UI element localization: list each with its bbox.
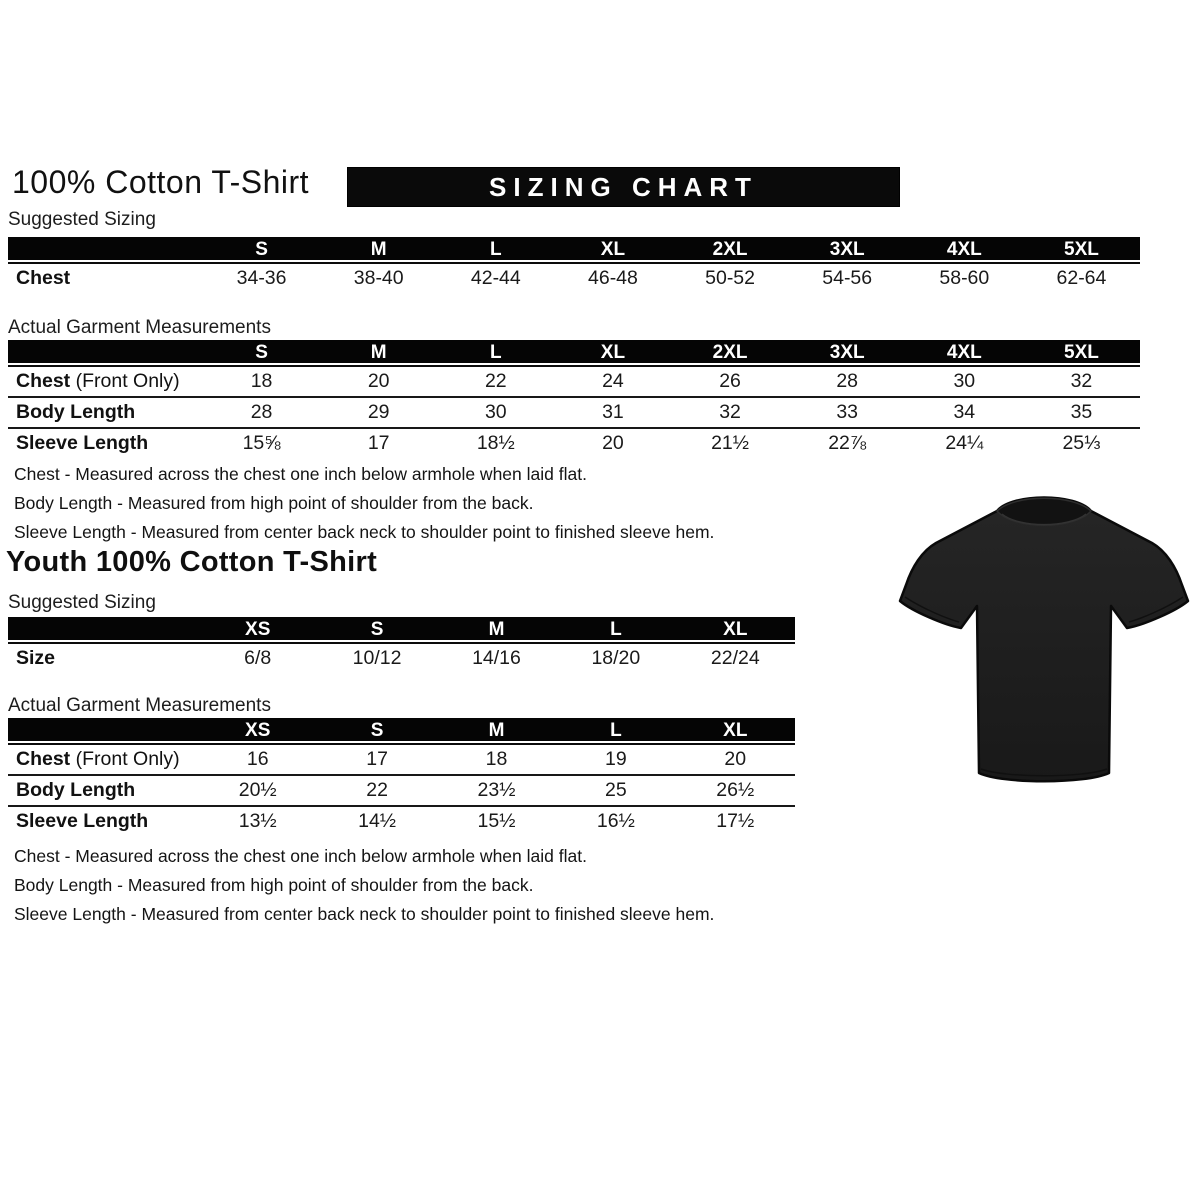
youth-measurement-notes [14, 842, 714, 929]
cell: 18 [250, 370, 273, 392]
header-row [8, 718, 795, 744]
table-row [8, 428, 1140, 458]
row-label: Body Length [16, 401, 136, 423]
cell: 22/24 [710, 647, 760, 669]
cell: 15⅝ [242, 432, 281, 454]
note-chest: Chest - Measured across the chest one inch below armhole when laid flat. [14, 846, 587, 866]
column-header: M [437, 617, 556, 643]
cell: 14½ [358, 810, 397, 832]
tshirt-body [900, 498, 1188, 782]
table-row [8, 263, 1140, 293]
cell: 20 [724, 748, 747, 770]
table-row [8, 744, 795, 775]
note-sleeve-length: Sleeve Length - Measured from center back neck to shoulder point to finished sleeve hem. [14, 904, 715, 924]
cell: 24 [602, 370, 624, 392]
cell: 17 [366, 748, 388, 770]
page-title: 100% Cotton T-Shirt [12, 164, 310, 200]
cell: 18 [485, 748, 508, 770]
cell: 29 [367, 401, 390, 423]
column-header: XS [198, 617, 317, 643]
empty-header-cell [8, 718, 198, 744]
cell: 46-48 [588, 267, 638, 289]
cell: 20 [367, 370, 390, 392]
table-row [8, 806, 795, 836]
cell: 21½ [711, 432, 750, 454]
youth-suggested-sizing-table [8, 617, 795, 673]
column-header: L [437, 340, 554, 366]
column-header: 2XL [672, 340, 789, 366]
column-header: L [556, 617, 675, 643]
youth-suggested-sizing-label: Suggested Sizing [8, 592, 156, 613]
cell: 20 [602, 432, 624, 454]
header-row [8, 340, 1140, 366]
cell: 28 [250, 401, 273, 423]
cell: 26 [719, 370, 741, 392]
column-header: S [317, 617, 436, 643]
empty-header-cell [8, 617, 198, 643]
row-label: Sleeve Length [16, 810, 149, 832]
cell: 14/16 [472, 647, 521, 669]
empty-header-cell [8, 340, 203, 366]
youth-actual-measurements-table [8, 718, 795, 836]
cell: 32 [719, 401, 741, 423]
cell: 18/20 [591, 647, 641, 669]
cell: 25⅓ [1062, 432, 1101, 454]
column-header: 4XL [906, 237, 1023, 263]
column-header: S [203, 340, 320, 366]
cell: 16 [246, 748, 269, 770]
cell: 18½ [476, 432, 515, 454]
column-header: XL [554, 237, 671, 263]
youth-title: Youth 100% Cotton T-Shirt [6, 546, 378, 578]
note-body-length: Body Length - Measured from high point of shoulder from the back. [14, 493, 534, 513]
cell: 30 [484, 401, 507, 423]
cell: 23½ [477, 779, 516, 801]
cell: 50-52 [705, 267, 755, 289]
row-label: Body Length [16, 779, 136, 801]
cell: 54-56 [822, 267, 873, 289]
column-header: 2XL [672, 237, 789, 263]
note-sleeve-length: Sleeve Length - Measured from center back neck to shoulder point to finished sleeve hem. [14, 522, 715, 542]
table-row [8, 366, 1140, 397]
column-header: XL [554, 340, 671, 366]
sizing-chart-banner-text: SIZING CHART [489, 171, 758, 202]
cell: 24¼ [945, 432, 984, 454]
cell: 20½ [238, 779, 277, 801]
row-label-suffix: (Front Only) [70, 370, 180, 392]
column-header: 3XL [789, 237, 906, 263]
cell: 26½ [716, 779, 755, 801]
adult-actual-measurements-table [8, 340, 1140, 458]
row-label [8, 366, 203, 397]
cell: 22 [366, 779, 388, 801]
black-tshirt-image [893, 478, 1195, 808]
cell: 6/8 [244, 647, 272, 669]
cell: 31 [602, 401, 624, 423]
table-row [8, 775, 795, 806]
column-header: M [320, 237, 437, 263]
note-body-length: Body Length - Measured from high point of shoulder from the back. [14, 875, 534, 895]
row-label: Sleeve Length [16, 432, 149, 454]
cell: 16½ [596, 810, 635, 832]
cell: 25 [605, 779, 627, 801]
column-header: 3XL [789, 340, 906, 366]
cell: 38-40 [353, 267, 404, 289]
table-row [8, 397, 1140, 428]
row-label [8, 744, 198, 775]
cell: 42-44 [470, 267, 521, 289]
cell: 32 [1070, 370, 1093, 392]
note-chest: Chest - Measured across the chest one inch below armhole when laid flat. [14, 464, 587, 484]
cell: 35 [1070, 401, 1093, 423]
cell: 58-60 [939, 267, 990, 289]
cell: 33 [836, 401, 859, 423]
cell: 15½ [477, 810, 516, 832]
column-header: M [437, 718, 556, 744]
row-label: Chest [16, 267, 71, 289]
cell: 30 [953, 370, 976, 392]
header-row [8, 237, 1140, 263]
empty-header-cell [8, 237, 203, 263]
row-label-main: Chest [16, 748, 71, 770]
adult-suggested-sizing-label: Suggested Sizing [8, 209, 156, 230]
column-header: XL [676, 718, 795, 744]
cell: 28 [836, 370, 859, 392]
row-label: Size [16, 647, 56, 669]
sizing-chart-banner [347, 167, 900, 207]
row-label-suffix: (Front Only) [70, 748, 180, 770]
cell: 10/12 [352, 647, 402, 669]
cell: 22 [484, 370, 507, 392]
cell: 17½ [716, 810, 755, 832]
adult-measurement-notes [14, 460, 714, 547]
cell: 19 [605, 748, 627, 770]
cell: 22⅞ [828, 432, 867, 454]
column-header: XS [198, 718, 317, 744]
cell: 34 [953, 401, 976, 423]
column-header: S [203, 237, 320, 263]
youth-actual-measurements-label: Actual Garment Measurements [8, 695, 271, 716]
column-header: 5XL [1023, 237, 1140, 263]
column-header: XL [676, 617, 795, 643]
column-header: S [317, 718, 436, 744]
column-header: 5XL [1023, 340, 1140, 366]
adult-suggested-sizing-table [8, 237, 1140, 293]
column-header: L [437, 237, 554, 263]
table-row [8, 643, 795, 673]
cell: 34-36 [236, 267, 287, 289]
adult-actual-measurements-label: Actual Garment Measurements [8, 317, 271, 338]
column-header: 4XL [906, 340, 1023, 366]
cell: 13½ [238, 810, 277, 832]
cell: 17 [367, 432, 390, 454]
row-label-main: Chest [16, 370, 71, 392]
header-row [8, 617, 795, 643]
cell: 62-64 [1056, 267, 1107, 289]
column-header: L [556, 718, 675, 744]
column-header: M [320, 340, 437, 366]
